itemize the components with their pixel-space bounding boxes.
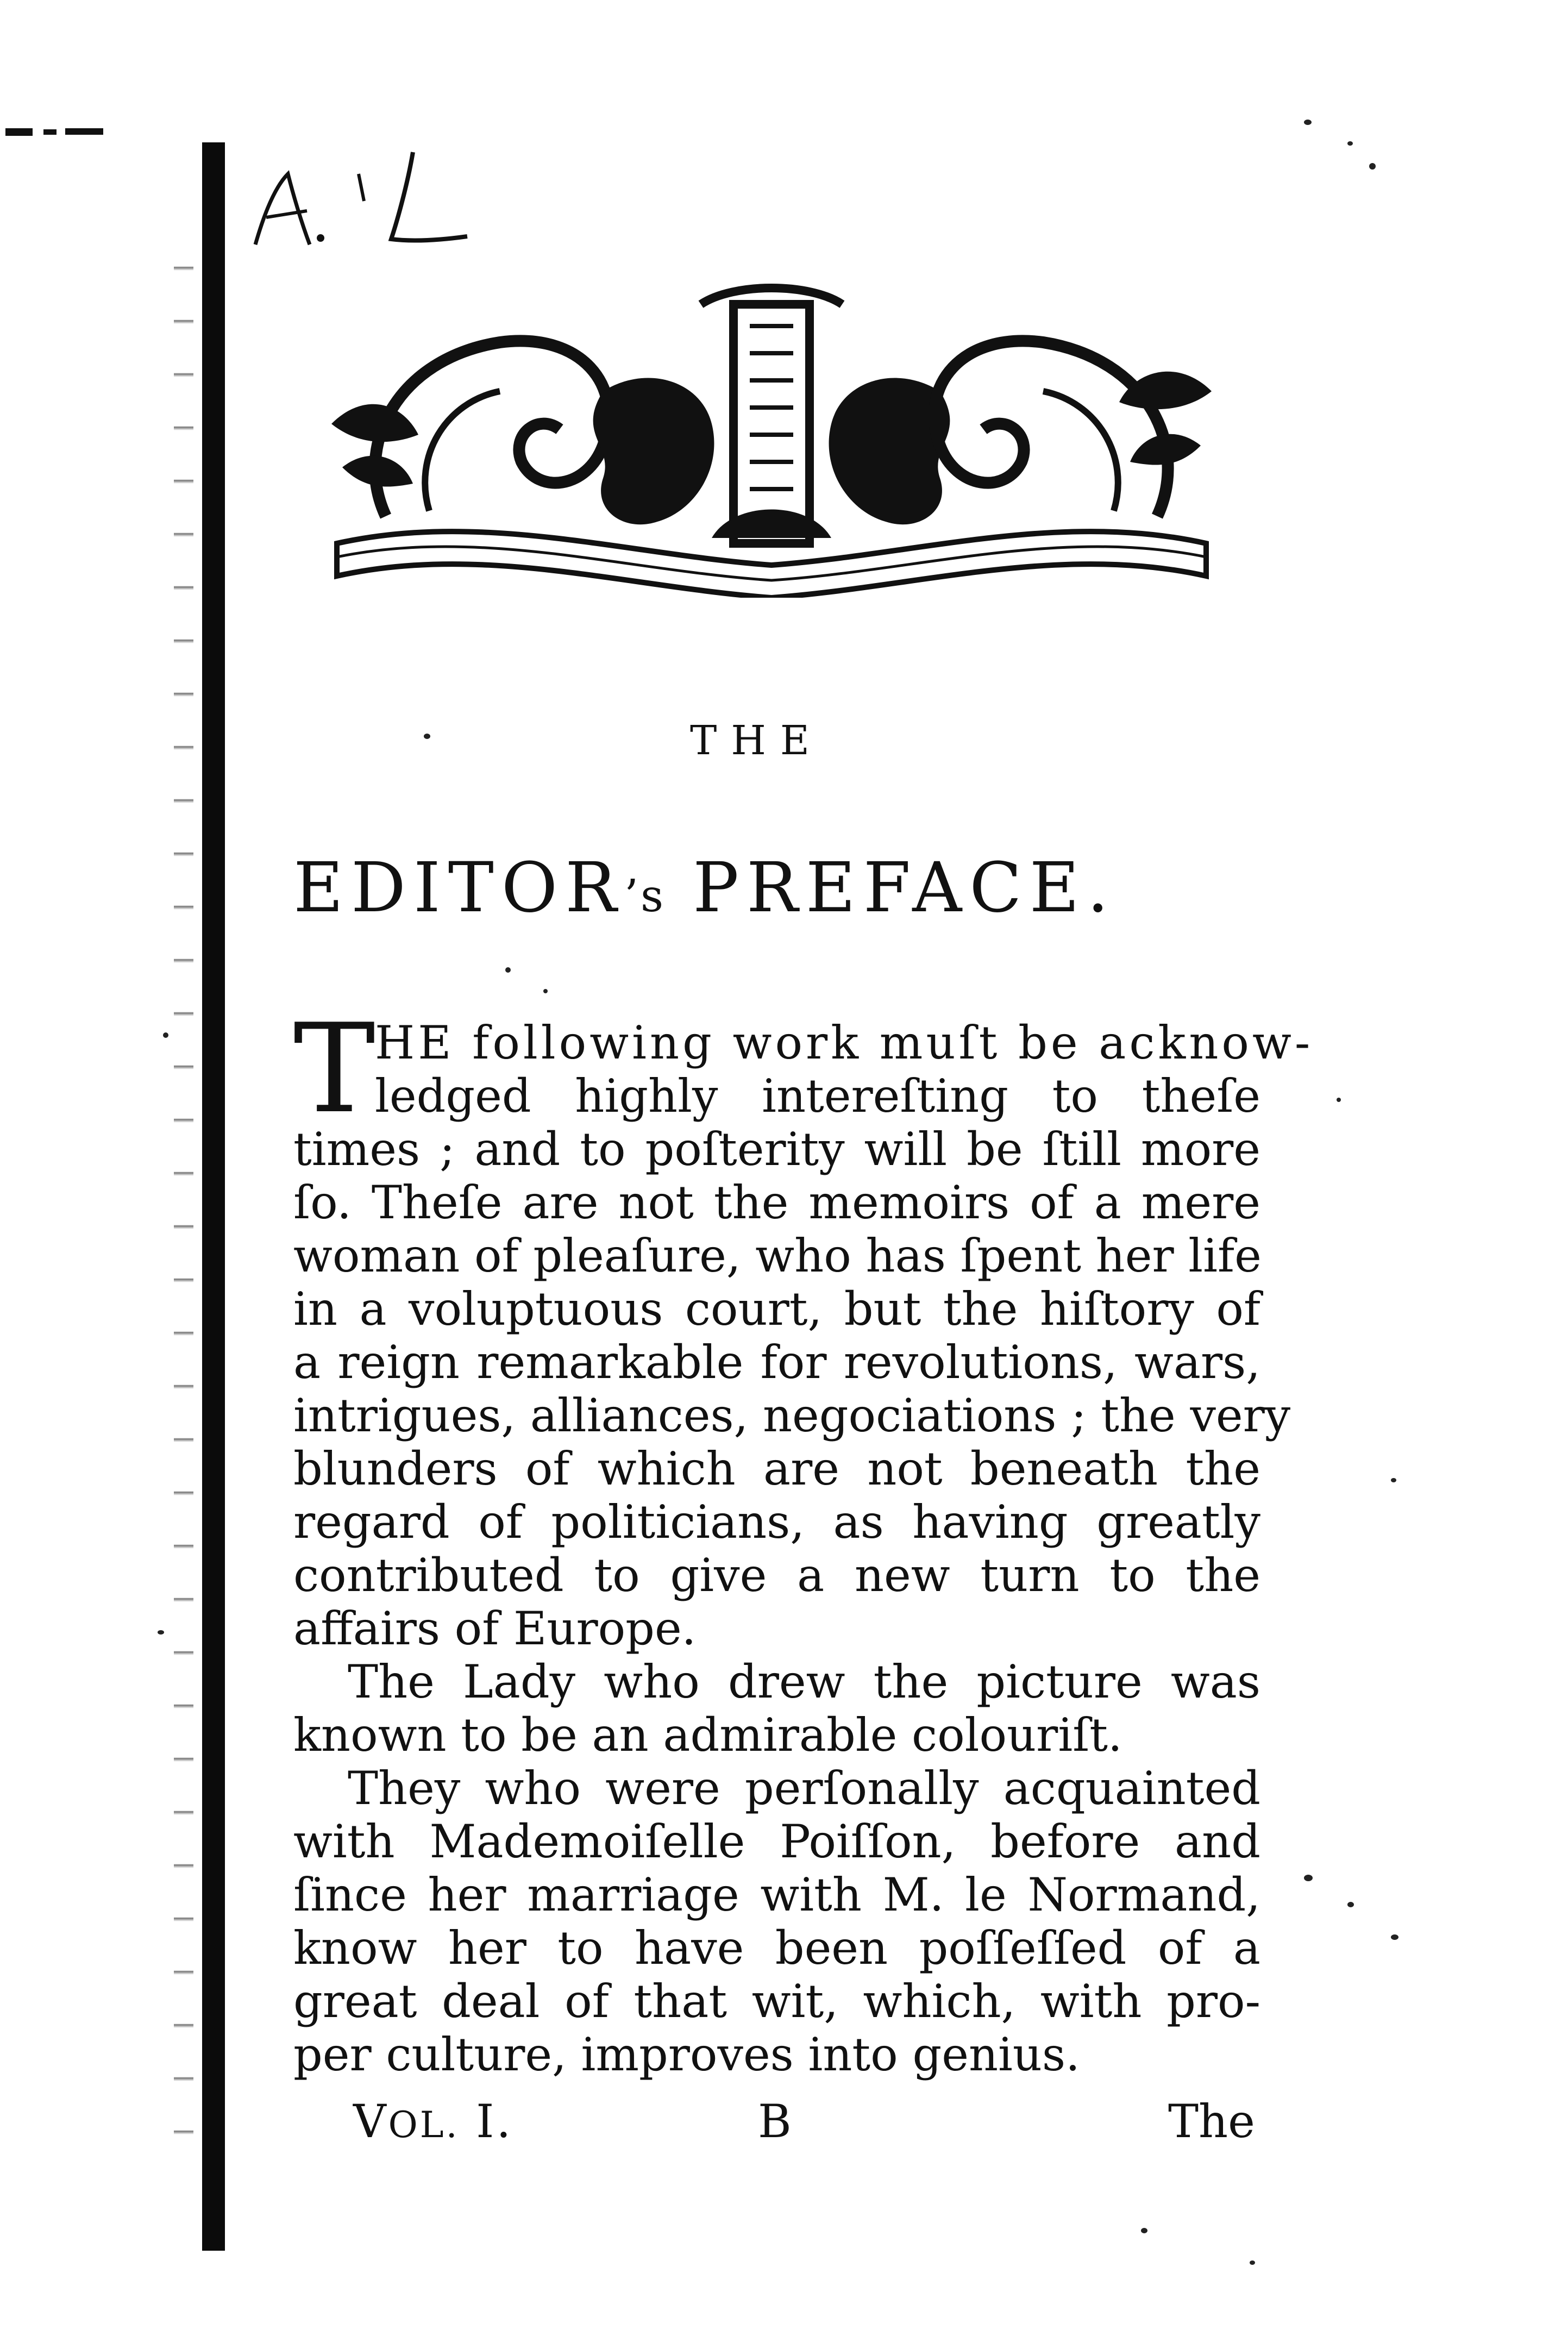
text-line: contributed to give a new turn to the — [293, 1549, 1260, 1602]
text-line: The Lady who drew the picture was — [348, 1655, 1260, 1708]
text-line: affairs of Europe. — [293, 1602, 697, 1655]
binding-gutter — [202, 142, 225, 2251]
text-line: great deal of that wit, which, with pro- — [293, 1975, 1260, 2028]
print-speck — [1141, 2228, 1147, 2233]
volume-mark — [353, 2095, 513, 2148]
print-speck — [424, 734, 430, 739]
print-speck — [1369, 163, 1376, 170]
text-line: They who were perſonally acquainted — [348, 1762, 1260, 1815]
print-speck — [1337, 1098, 1341, 1102]
text-line: blunders of which are not beneath the — [293, 1442, 1260, 1495]
text-line: times ; and to poſterity will be ſtill more — [293, 1123, 1260, 1176]
corner-mark — [0, 124, 114, 138]
print-speck — [1347, 1902, 1354, 1907]
text-line: ledged highly intereſting to theſe — [375, 1069, 1260, 1123]
title-possessive: ’s — [624, 871, 666, 922]
text-line: ſince her marriage with M. le Normand, — [293, 1868, 1260, 1921]
text-line: with Mademoiſelle Poiſſon, before and — [293, 1815, 1260, 1868]
handwritten-annotation — [234, 141, 516, 266]
title-preface: PREFACE. — [693, 848, 1117, 928]
text-line: know her to have been poſſeſſed of a — [293, 1921, 1260, 1975]
print-speck — [543, 989, 548, 993]
text-line: intrigues, alliances, negociations ; the very — [293, 1389, 1291, 1442]
print-speck — [1347, 141, 1353, 146]
volume-number: I. — [476, 2095, 513, 2148]
text-line: per culture, improves into genius. — [293, 2028, 1080, 2081]
catchword: The — [1168, 2095, 1255, 2148]
body-text — [293, 998, 1314, 2081]
volume-small: OL. — [388, 2104, 460, 2146]
volume-prefix: V — [353, 2095, 388, 2148]
heading-the: THE — [690, 717, 824, 764]
print-speck — [158, 1630, 164, 1635]
text-line: regard of politicians, as having greatly — [293, 1495, 1260, 1549]
gutter-speckle — [174, 217, 193, 2174]
text-line: woman of pleaſure, who has ſpent her life — [293, 1229, 1262, 1282]
text-line: known to be an admirable colouriſt. — [293, 1708, 1122, 1762]
print-speck — [1391, 1478, 1396, 1482]
headpiece-ornament — [321, 283, 1222, 598]
print-speck — [1250, 2260, 1255, 2265]
title-editor: EDITOR — [293, 848, 624, 928]
print-speck — [1391, 1934, 1398, 1940]
print-speck — [1304, 1875, 1313, 1881]
signature-mark: B — [758, 2095, 792, 2148]
drop-cap: T — [293, 998, 375, 1141]
print-speck — [1304, 120, 1312, 125]
text-line: in a voluptuous court, but the hiſtory of — [293, 1282, 1260, 1336]
text-line: HE following work muſt be acknow- — [375, 1016, 1314, 1069]
page-title — [293, 848, 1117, 928]
print-speck — [163, 1032, 168, 1038]
print-speck — [505, 967, 511, 973]
text-line: a reign remarkable for revolutions, wars, — [293, 1336, 1260, 1389]
text-line: ſo. Theſe are not the memoirs of a mere — [293, 1176, 1260, 1229]
